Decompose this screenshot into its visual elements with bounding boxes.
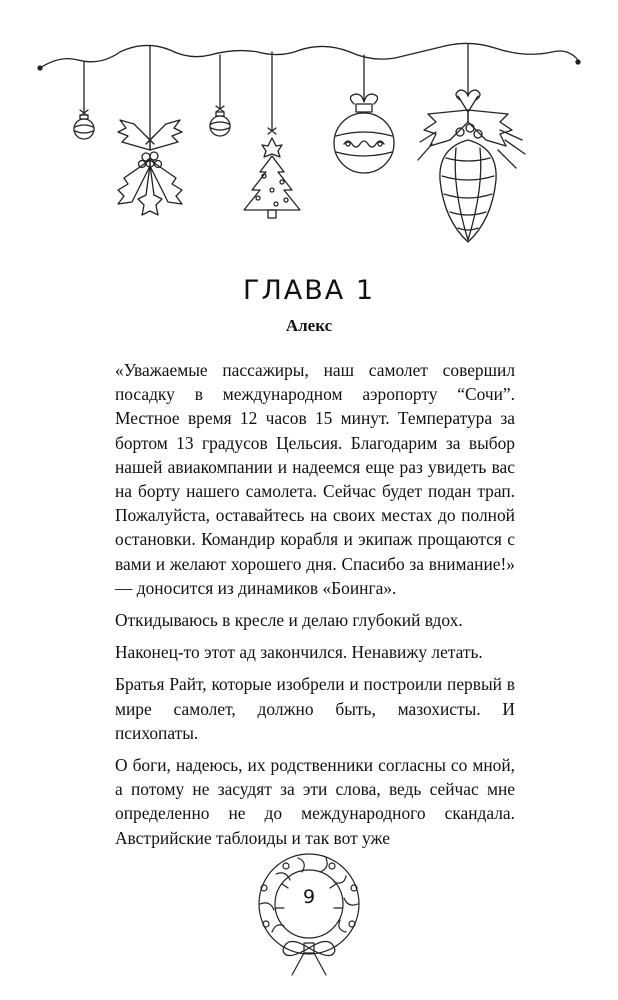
paragraph-1: «Уважаемые пассажиры, наш самолет совершил посадку в международном аэропорту “Сочи”. Местное время 12 часов 15 минут. Температура за бортом 13 градусов Цельсия. Благодарим за выбор нашей авиакомпании и надеемся еще раз увидеть вас на борту нашего самолета. Сейчас будет подан трап. Пожалуйста, оставайтесь на своих местах до полной остановки. Командир корабля и экипаж прощаются с вами и желают хорошего дня. Спасибо за внимание!» — доносится из динамиков «Боинга». xyxy=(115,360,515,598)
ornament-holly-cluster xyxy=(118,46,182,215)
ornament-ball-small-middle xyxy=(210,55,230,136)
christmas-garland-illustration xyxy=(0,0,618,260)
christmas-wreath-illustration xyxy=(246,848,372,978)
ornament-pine-cone xyxy=(418,44,525,242)
ornament-christmas-tree xyxy=(244,52,300,218)
chapter-title: ГЛАВА 1 xyxy=(243,275,375,306)
paragraph-3: Наконец-то этот ад закончился. Ненавижу летать. xyxy=(115,642,483,663)
ornament-ball-small-left xyxy=(74,62,94,139)
paragraph-2: Откидываюсь в кресле и делаю глубокий вдох. xyxy=(115,610,463,631)
paragraph-4: Братья Райт, которые изобрели и построили первый в мире самолет, должно быть, мазохисты. И психопаты. xyxy=(115,674,515,743)
ornament-ball-large xyxy=(334,55,394,173)
paragraph-5: О боги, надеюсь, их родственники согласны со мной, а потому не засудят за эти слова, ведь сейчас мне определенно не до международного скандала. Австрийские таблоиды и так вот уже xyxy=(115,755,515,848)
page-number: 9 xyxy=(302,886,316,908)
chapter-character-name: Алекс xyxy=(285,316,333,335)
chapter-body-text xyxy=(115,358,515,858)
